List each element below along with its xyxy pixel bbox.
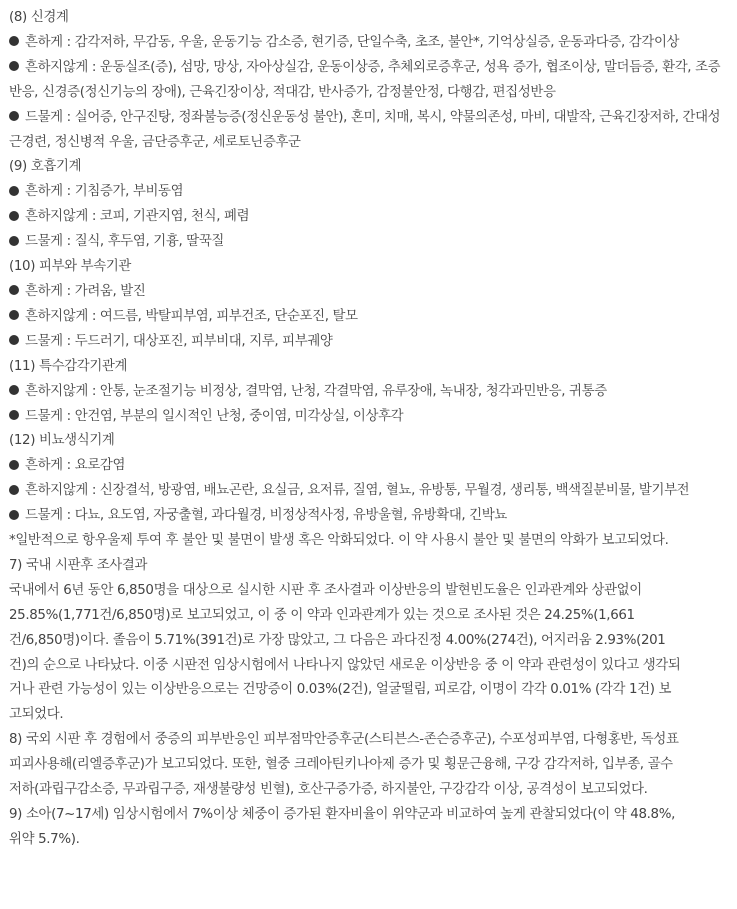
bullet-icon [9,211,19,221]
bullet-uncommon-skin [9,305,725,330]
bullet-text: 드물게 : 실어증, 안구진탕, 정좌불능증(정신운동성 불안), 혼미, 치매, 복시, 약물의존성, 마비, 대발작, 근육긴장저하, 간대성근경련, 정신병적 우울, 금단증후군, 세로토닌증후군 [9,109,721,150]
paragraph-line: 8) 국외 시판 후 경험에서 중증의 피부반응인 피부점막안증후군(스티븐스-존슨증후군), 수포성피부염, 다형홍반, 독성표 [9,732,679,748]
section-heading-special-senses: (11) 특수감각기관계 [9,358,128,374]
bullet-icon [9,410,19,420]
bullet-rare-respiratory [9,230,725,255]
bullet-text: 흔하게 : 요로감염 [25,458,126,474]
bullet-icon [9,236,19,246]
footnote: *일반적으로 항우울제 투여 후 불안 및 불면이 발생 혹은 악화되었다. 이 약 사용시 불안 및 불면의 악화가 보고되었다. [9,533,669,549]
bullet-text: 드물게 : 안건염, 부분의 일시적인 난청, 중이염, 미각상실, 이상후각 [25,408,404,424]
bullet-icon [9,36,19,46]
bullet-text: 흔하지않게 : 여드름, 박탈피부염, 피부건조, 단순포진, 탈모 [25,308,358,324]
bullet-text: 흔하게 : 가려움, 발진 [25,283,146,299]
bullet-icon [9,460,19,470]
bullet-common-skin [9,280,725,305]
paragraph-line: 건)의 순으로 나타났다. 이중 시판전 임상시험에서 나타나지 않았던 새로운 이상반응 중 이 약과 관련성이 있다고 생각되 [9,657,681,673]
bullet-common-respiratory [9,180,725,205]
bullet-rare-nervous [9,106,725,156]
bullet-rare-skin [9,330,725,355]
bullet-icon [9,61,19,71]
bullet-text: 드물게 : 질식, 후두염, 기흉, 딸꾹질 [25,234,225,250]
bullet-common-nervous [9,31,725,56]
paragraph-line: 25.85%(1,771건/6,850명)로 보고되었고, 이 중 이 약과 인과관계가 있는 것으로 조사된 것은 24.25%(1,661 [9,607,635,623]
section-heading-urogenital: (12) 비뇨생식기계 [9,433,115,449]
bullet-rare-urogenital [9,504,725,529]
bullet-common-urogenital [9,454,725,479]
bullet-uncommon-urogenital [9,479,725,504]
bullet-icon [9,285,19,295]
bullet-text: 흔하지않게 : 운동실조(증), 섬망, 망상, 자아상실감, 운동이상증, 추체외로증후군, 성욕 증가, 협조이상, 말더듬증, 환각, 조증반응, 신경증(정신기능의 장애), 근육긴장이상, 적대감, 반사증가, 감정불안정, 다행감, 편집성반응 [9,59,721,100]
bullet-text: 흔하게 : 기침증가, 부비동염 [25,184,184,200]
bullet-icon [9,335,19,345]
paragraph-line: 건/6,850명)이다. 졸음이 5.71%(391건)로 가장 많았고, 그 다음은 과다진정 4.00%(274건), 어지러움 2.93%(201 [9,632,666,648]
bullet-text: 흔하지않게 : 안통, 눈조절기능 비정상, 결막염, 난청, 각결막염, 유루장애, 녹내장, 청각과민반응, 귀통증 [25,383,607,399]
bullet-text: 드물게 : 다뇨, 요도염, 자궁출혈, 과다월경, 비정상적사정, 유방울혈, 유방확대, 긴박뇨 [25,508,507,524]
paragraph-line: 고되었다. [9,707,64,723]
bullet-text: 흔하지않게 : 신장결석, 방광염, 배뇨곤란, 요실금, 요저류, 질염, 혈뇨, 유방통, 무월경, 생리통, 백색질분비물, 발기부전 [25,483,690,499]
bullet-text: 흔하지않게 : 코피, 기관지염, 천식, 폐렴 [25,209,250,225]
item-heading-domestic-survey: 7) 국내 시판후 조사결과 [9,557,148,573]
bullet-uncommon-respiratory [9,205,725,230]
bullet-icon [9,310,19,320]
bullet-rare-special-senses [9,405,725,430]
section-heading-respiratory: (9) 호흡기계 [9,159,82,175]
paragraph-line: 저하(과립구감소증, 무과립구증, 재생불량성 빈혈), 호산구증가증, 하지불안, 구강감각 이상, 공격성이 보고되었다. [9,782,648,798]
bullet-icon [9,485,19,495]
paragraph-line: 국내에서 6년 동안 6,850명을 대상으로 실시한 시판 후 조사결과 이상반응의 발현빈도율은 인과관계와 상관없이 [9,582,642,598]
bullet-icon [9,510,19,520]
bullet-icon [9,111,19,121]
paragraph-line: 거나 관련 가능성이 있는 이상반응으로는 건망증이 0.03%(2건), 얼굴떨림, 피로감, 이명이 각각 0.01% (각각 1건) 보 [9,682,672,698]
bullet-icon [9,385,19,395]
bullet-uncommon-special-senses [9,380,725,405]
paragraph-line: 위약 5.7%). [9,831,80,847]
section-heading-skin: (10) 피부와 부속기관 [9,259,131,275]
paragraph-line: 피괴사용해(리엘증후군)가 보고되었다. 또한, 혈중 크레아틴키나아제 증가 및 횡문근융해, 구강 감각저하, 입부종, 골수 [9,757,673,773]
bullet-uncommon-nervous [9,56,725,106]
bullet-text: 흔하게 : 감각저하, 무감동, 우울, 운동기능 감소증, 현기증, 단일수축, 초조, 불안*, 기억상실증, 운동과다증, 감각이상 [25,34,680,50]
bullet-icon [9,186,19,196]
bullet-text: 드물게 : 두드러기, 대상포진, 피부비대, 지루, 피부궤양 [25,333,333,349]
section-heading-nervous: (8) 신경계 [9,10,69,25]
paragraph-line: 9) 소아(7~17세) 임상시험에서 7%이상 체중이 증가된 환자비율이 위약군과 비교하여 높게 관찰되었다(이 약 48.8%, [9,807,675,822]
